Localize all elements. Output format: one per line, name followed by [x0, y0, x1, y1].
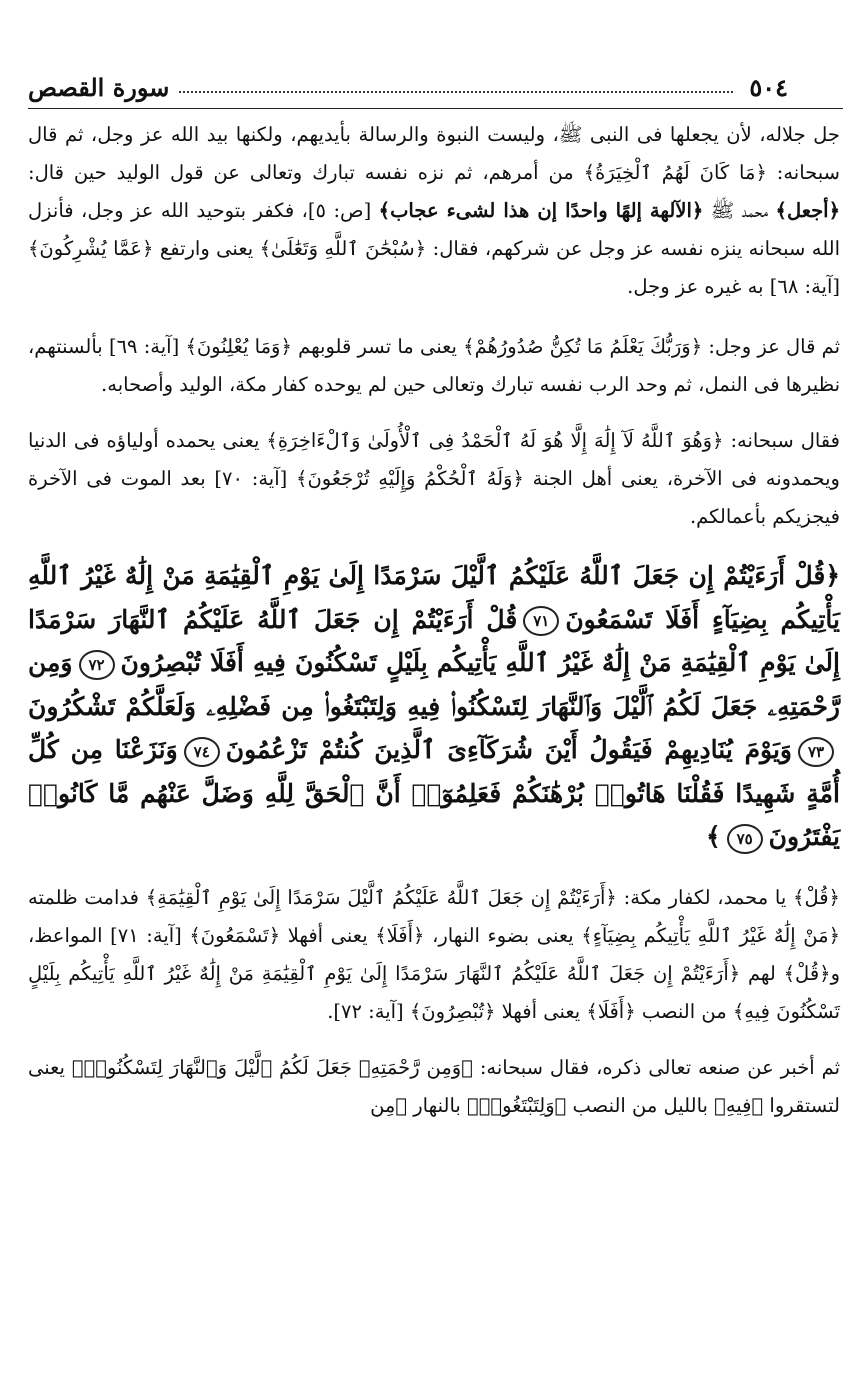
text: [آية: ٧٠] بعد الموت فى الآخرة فيجزيكم بأعمالكم.	[28, 467, 840, 528]
quran-quote: ﴿تَسْمَعُونَ﴾	[189, 923, 281, 947]
quran-quote: ﴿وَرَبُّكَ يَعْلَمُ مَا تُكِنُّ صُدُورُهُمْ﴾	[463, 335, 703, 358]
quran-quote: ﴿سُبْحَٰنَ ٱللَّهِ وَتَعَٰلَىٰ﴾	[259, 237, 427, 260]
text: [ص: ٥]، فكفر بتوحيد الله عز وجل، فأنزل الله سبحانه ينزه نفسه عز وجل عن شركهم، فقال:	[28, 199, 841, 260]
quran-quote: ﴿أَفَلَا﴾	[375, 923, 425, 947]
text: فدامت ظلمته	[28, 885, 139, 909]
text: يعنى ما تسر قلوبهم	[298, 335, 457, 358]
quran-quote: ﴿قُلْ﴾	[793, 885, 840, 909]
text: يا محمد، لكفار مكة:	[623, 885, 787, 909]
text: فقال سبحانه:	[730, 429, 840, 452]
quran-quote: ﴿وَهُوَ ٱللَّهُ لَآ إِلَٰهَ إِلَّا هُوَ لَهُ ٱلْحَمْدُ فِى ٱلْأُولَىٰ وَٱلْءَاخِرَةِ﴾	[266, 429, 724, 452]
text: ثم قال عز وجل:	[708, 335, 841, 358]
quran-quote: ﴿تُبْصِرُونَ﴾	[409, 999, 496, 1023]
quran-verses-block	[28, 554, 840, 859]
text: [آية: ٧٢].	[327, 999, 404, 1023]
text: [آية: ٦٩] بألسنتهم، نظيرها فى النمل، ثم وحد الرب نفسه تبارك وتعالى حين لم يوحده كفار مكة، الوليد وأصحابه.	[28, 335, 840, 396]
header-dotted-leader	[179, 91, 733, 93]
text: يعنى بضوء النهار،	[432, 923, 574, 947]
text: يعنى أفهلا	[287, 923, 368, 947]
quran-quote: ﴿وَلَهُ ٱلْحُكْمُ وَإِلَيْهِ تُرْجَعُونَ﴾	[296, 467, 524, 490]
verses-close-bracket: ﴾	[705, 822, 721, 851]
quran-quote: ﴿أَرَءَيْتُمْ إِن جَعَلَ ٱللَّهُ عَلَيْكُمُ ٱلَّيْلَ سَرْمَدًا إِلَىٰ يَوْمِ ٱلْقِيَٰمَةِ﴾	[145, 885, 617, 909]
quran-quote: ﴿فِيهِ﴾	[714, 1093, 764, 1117]
page-header	[28, 62, 788, 102]
quran-quote: ﴿عَمَّا يُشْرِكُونَ﴾	[28, 237, 154, 260]
text: بالنهار	[413, 1093, 461, 1117]
quran-quote: ﴿وَمَا يُعْلِنُونَ﴾	[185, 335, 292, 358]
quran-quote: ﴿أَرَءَيْتُمْ إِن جَعَلَ ٱللَّهُ عَلَيْكُمُ ٱلنَّهَارَ سَرْمَدًا إِلَىٰ يَوْمِ ٱلْقِيَٰمَةِ مَنْ إِلَٰهٌ غَيْرُ ٱللَّهِ يَأْتِيكُم بِلَيْلٍ تَسْكُنُونَ فِيهِ﴾	[28, 961, 840, 1023]
quran-quote: ﴿مَا كَانَ لَهُمُ ٱلْخِيَرَةُ﴾	[583, 161, 767, 184]
verse-73: وَمِن رَّحْمَتِهِۦ جَعَلَ لَكُمُ ٱلَّيْلَ وَٱلنَّهَارَ لِتَسْكُنُوا۟ فِيهِ وَلِتَبْتَغُوا۟ مِن فَضْلِهِۦ وَلَعَلَّكُمْ تَشْكُرُونَ	[28, 648, 840, 721]
quran-quote: ﴿قُلْ﴾	[783, 961, 831, 985]
text: من النصب	[641, 999, 727, 1023]
paragraph-5	[28, 1049, 840, 1125]
text: يعنى أفهلا	[501, 999, 581, 1023]
paragraph-1	[28, 116, 840, 306]
ayah-number-marker: ٧٥	[727, 824, 763, 854]
header-rule	[28, 108, 843, 109]
quran-quote: ﴿مِن	[370, 1093, 408, 1117]
text: جل جلاله، لأن يجعلها فى النبى ﷺ، وليست النبوة والرسالة بأيديهم، ولكنها بيد الله عز وجل، ثم قال سبحانه:	[28, 123, 840, 184]
text: من أمرهم، ثم نزه نفسه تبارك وتعالى عن قول الوليد حين قال:	[28, 161, 574, 184]
ayah-number-marker: ٧٣	[798, 737, 834, 767]
ayah-number-marker: ٧١	[523, 606, 559, 636]
quran-quote: ﴿أَفَلَا﴾	[586, 999, 636, 1023]
paragraph-3	[28, 422, 840, 536]
text: بالليل من النصب	[572, 1093, 708, 1117]
text: لهم	[747, 961, 776, 985]
quran-quote: ﴿الآلهة إلهًا واحدًا إن هذا لشىء عجاب﴾	[378, 199, 704, 222]
page-number: ٥٠٤	[749, 73, 788, 102]
quran-quote: ﴿وَلِتَبْتَغُوا۟﴾	[467, 1093, 567, 1117]
text: [آية: ٧١] المواعظ، و	[28, 923, 840, 985]
ayah-number-marker: ٧٤	[184, 737, 220, 767]
verse-72: قُلْ أَرَءَيْتُمْ إِن جَعَلَ ٱللَّهُ عَلَيْكُمُ ٱلنَّهَارَ سَرْمَدًا إِلَىٰ يَوْمِ ٱلْقِيَٰمَةِ مَنْ إِلَٰهٌ غَيْرُ ٱللَّهِ يَأْتِيكُم بِلَيْلٍ تَسْكُنُونَ فِيهِ أَفَلَا تُبْصِرُونَ	[28, 604, 840, 677]
text: يعنى وارتفع	[159, 237, 254, 260]
verse-74: وَيَوْمَ يُنَادِيهِمْ فَيَقُولُ أَيْنَ شُرَكَآءِىَ ٱلَّذِينَ كُنتُمْ تَزْعُمُونَ	[225, 735, 792, 764]
verse-75: وَنَزَعْنَا مِن كُلِّ أُمَّةٍ شَهِيدًا فَقُلْنَا هَاتُوا۟ بُرْهَٰنَكُمْ فَعَلِمُوٓا۟ أَنَّ ٱلْحَقَّ لِلَّهِ وَضَلَّ عَنْهُم مَّا كَانُوا۟ يَفْتَرُونَ	[28, 735, 840, 851]
paragraph-4	[28, 879, 840, 1031]
text: يعنى يحمده أولياؤه فى الدنيا ويحمدونه فى الآخرة، يعنى أهل الجنة	[28, 429, 840, 490]
text: [آية: ٦٨] به غيره عز وجل.	[627, 275, 840, 298]
ayah-number-marker: ٧٢	[79, 650, 115, 680]
paragraph-2	[28, 328, 840, 404]
text: يعنى لتستقروا	[28, 1055, 840, 1117]
verse-71: ﴿قُلْ أَرَءَيْتُمْ إِن جَعَلَ ٱللَّهُ عَلَيْكُمُ ٱلَّيْلَ سَرْمَدًا إِلَىٰ يَوْمِ ٱلْقِيَٰمَةِ مَنْ إِلَٰهٌ غَيْرُ ٱللَّهِ يَأْتِيكُم بِضِيَآءٍ أَفَلَا تَسْمَعُونَ	[28, 561, 840, 634]
surah-title: سورة القصص	[28, 73, 170, 102]
quran-quote: ﴿وَمِن رَّحْمَتِهِۦ جَعَلَ لَكُمُ ٱلَّيْلَ وَٱلنَّهَارَ لِتَسْكُنُوا۟﴾	[71, 1055, 473, 1079]
quran-quote: ﴿مَنْ إِلَٰهٌ غَيْرُ ٱللَّهِ يَأْتِيكُم بِضِيَآءٍ﴾	[581, 923, 841, 947]
page-body	[28, 116, 840, 1143]
text: ثم أخبر عن صنعه تعالى ذكره، فقال سبحانه:	[479, 1055, 840, 1079]
text: محمد ﷺ	[710, 199, 769, 222]
quran-quote: ﴿أجعل﴾	[775, 199, 841, 222]
